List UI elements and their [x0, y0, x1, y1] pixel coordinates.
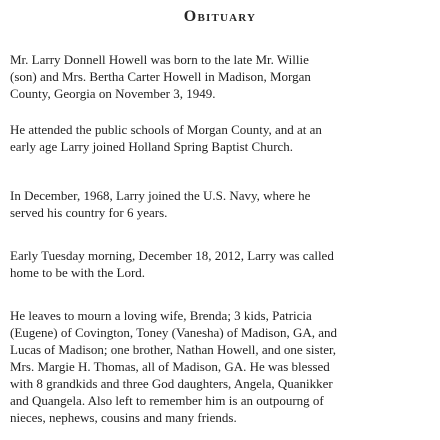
paragraph-line: Early Tuesday morning, December 18, 2012, Larry was called [10, 248, 334, 263]
paragraph-birth [10, 51, 434, 102]
paragraph-line: and Quangela. Also left to remember him is an outpourng of [10, 393, 324, 408]
paragraph-line: (Eugene) of Covington, Toney (Vanesha) of Madison, GA, and [10, 325, 338, 340]
paragraph-education [10, 121, 434, 155]
paragraph-line: Lucas of Madison; one brother, Nathan Howell, and one sister, [10, 342, 337, 357]
paragraph-line: served his country for 6 years. [10, 205, 168, 220]
paragraph-line: He attended the public schools of Morgan County, and at an [10, 122, 322, 137]
paragraph-navy [10, 187, 434, 221]
paragraph-line: with 8 grandkids and three God daughters, Angela, Quanikker [10, 376, 333, 391]
paragraph-line: nieces, nephews, cousins and many friends. [10, 410, 237, 425]
paragraph-line: County, Georgia on November 3, 1949. [10, 86, 216, 101]
paragraph-passing [10, 247, 434, 281]
paragraph-line: Mr. Larry Donnell Howell was born to the late Mr. Willie [10, 52, 309, 67]
paragraph-line: early age Larry joined Holland Spring Baptist Church. [10, 139, 294, 154]
paragraph-survivors [10, 307, 434, 426]
paragraph-line: Mrs. Margie H. Thomas, all of Madison, GA. He was blessed [10, 359, 330, 374]
page-title: Obituary [183, 8, 257, 25]
paragraph-line: He leaves to mourn a loving wife, Brenda; 3 kids, Patricia [10, 308, 312, 323]
paragraph-line: (son) and Mrs. Bertha Carter Howell in Madison, Morgan [10, 69, 311, 84]
paragraph-line: home to be with the Lord. [10, 265, 146, 280]
paragraph-line: In December, 1968, Larry joined the U.S. Navy, where he [10, 188, 311, 203]
